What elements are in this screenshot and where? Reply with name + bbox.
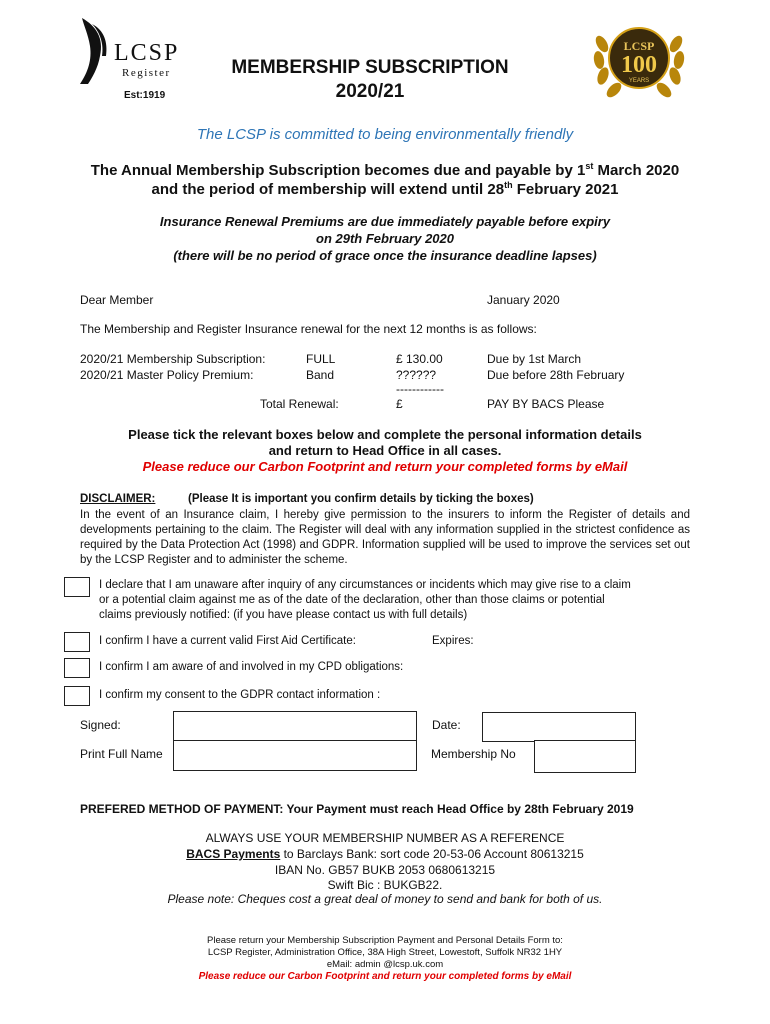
- badge-years-text: YEARS: [628, 78, 650, 84]
- fee-type: Band: [306, 368, 335, 382]
- logo-register-text: Register: [122, 67, 171, 79]
- date-field[interactable]: [482, 712, 636, 742]
- membership-no-field[interactable]: [534, 740, 636, 773]
- first-aid-checkbox[interactable]: [64, 632, 90, 652]
- iban-number: IBAN No. GB57 BUKB 2053 0680613215: [274, 863, 496, 877]
- due-statement-line1: The Annual Membership Subscription becomes due and payable by 1st March 2020: [90, 161, 680, 179]
- total-amount: £: [396, 397, 403, 411]
- swift-bic: Swift Bic : BUKGB22.: [327, 878, 443, 892]
- due-statement-line2: and the period of membership will extend until 28th February 2021: [151, 180, 619, 198]
- lcsp-100-years-badge: [592, 14, 686, 106]
- cpd-checkbox[interactable]: [64, 658, 90, 678]
- declaration-text-line2: or a potential claim against me as of the date of the declaration, other than those claims or potential: [99, 594, 605, 606]
- badge-100-text: 100: [621, 52, 657, 78]
- fee-amount: £ 130.00: [396, 352, 443, 366]
- declaration-text-line1: I declare that I am unaware after inquiry of any circumstances or incidents which may give rise to a claim: [99, 579, 631, 591]
- payment-reference-note: ALWAYS USE YOUR MEMBERSHIP NUMBER AS A REFERENCE: [205, 831, 565, 845]
- carbon-footprint-note: Please reduce our Carbon Footprint and return your completed forms by eMail: [142, 459, 628, 474]
- total-label: Total Renewal:: [260, 397, 339, 411]
- bacs-label: BACS Payments: [186, 847, 281, 861]
- cheque-note: Please note: Cheques cost a great deal of money to send and bank for both of us.: [167, 892, 603, 906]
- total-rule: ------------: [396, 382, 444, 396]
- page-title-year: 2020/21: [335, 81, 405, 102]
- instructions-line1: Please tick the relevant boxes below and complete the personal information details: [128, 427, 642, 442]
- date-label: Date:: [432, 718, 461, 732]
- footer-email: eMail: admin @lcsp.uk.com: [326, 959, 444, 970]
- established-year: Est:1919: [124, 90, 166, 101]
- gdpr-consent-checkbox[interactable]: [64, 686, 90, 706]
- first-aid-text: I confirm I have a current valid First Aid Certificate:: [99, 635, 356, 647]
- badge-lcsp-text: LCSP: [623, 39, 655, 53]
- print-name-field[interactable]: [173, 740, 417, 771]
- insurance-line1: Insurance Renewal Premiums are due immediately payable before expiry: [159, 214, 611, 229]
- disclaimer-label: DISCLAIMER:: [80, 493, 156, 505]
- fee-due: Due before 28th February: [487, 368, 625, 382]
- insurance-line2: on 29th February 2020: [316, 231, 454, 246]
- bacs-details: BACS Payments to Barclays Bank: sort code 20-53-06 Account 80613215: [186, 847, 584, 861]
- disclaimer-note: (Please It is important you confirm details by ticking the boxes): [188, 493, 534, 505]
- signed-label: Signed:: [80, 718, 121, 732]
- disclaimer-body: In the event of an Insurance claim, I hereby give permission to the insurers to inform the Register of details and developments pertaining to the claim. The Register will deal with any information supplied in the strictest confidence as required by the Data Protection Act (1998) and GDPR. Information supplied will be used to improve the services set out by the LCSP Register and to administer the scheme.: [80, 509, 690, 566]
- footer-carbon-note: Please reduce our Carbon Footprint and return your completed forms by eMail: [198, 971, 572, 982]
- fee-label: 2020/21 Membership Subscription:: [80, 352, 266, 366]
- footer-address: LCSP Register, Administration Office, 38A High Street, Lowestoft, Suffolk NR32 1HY: [207, 947, 563, 958]
- lcsp-register-logo: [78, 16, 178, 86]
- instructions-line2: and return to Head Office in all cases.: [268, 443, 502, 458]
- gdpr-consent-text: I confirm my consent to the GDPR contact information :: [99, 689, 381, 701]
- renewal-intro: The Membership and Register Insurance renewal for the next 12 months is as follows:: [80, 322, 537, 336]
- page-title: MEMBERSHIP SUBSCRIPTION: [231, 57, 509, 78]
- salutation: Dear Member: [80, 293, 154, 307]
- signature-field[interactable]: [173, 711, 417, 742]
- fee-due: Due by 1st March: [487, 352, 582, 366]
- cpd-text: I confirm I am aware of and involved in my CPD obligations:: [99, 661, 404, 673]
- declaration-checkbox[interactable]: [64, 577, 90, 597]
- footer-return-line: Please return your Membership Subscription Payment and Personal Details Form to:: [207, 935, 563, 946]
- logo-lcsp-text: LCSP: [114, 40, 178, 66]
- fee-amount: ??????: [396, 368, 437, 382]
- fee-type: FULL: [306, 352, 336, 366]
- letter-date: January 2020: [487, 293, 560, 307]
- first-aid-expires-label: Expires:: [432, 635, 474, 647]
- pay-by-bacs-note: PAY BY BACS Please: [487, 397, 605, 411]
- fee-label: 2020/21 Master Policy Premium:: [80, 368, 254, 382]
- membership-no-label: Membership No: [431, 747, 516, 761]
- insurance-line3: (there will be no period of grace once the insurance deadline lapses): [173, 248, 597, 263]
- payment-method-heading: PREFERED METHOD OF PAYMENT: Your Payment must reach Head Office by 28th February 2019: [80, 802, 634, 816]
- environment-note: The LCSP is committed to being environmentally friendly: [196, 126, 574, 143]
- print-name-label: Print Full Name: [80, 747, 163, 761]
- declaration-text-line3: claims previously notified: (if you have please contact us with full details): [99, 609, 468, 621]
